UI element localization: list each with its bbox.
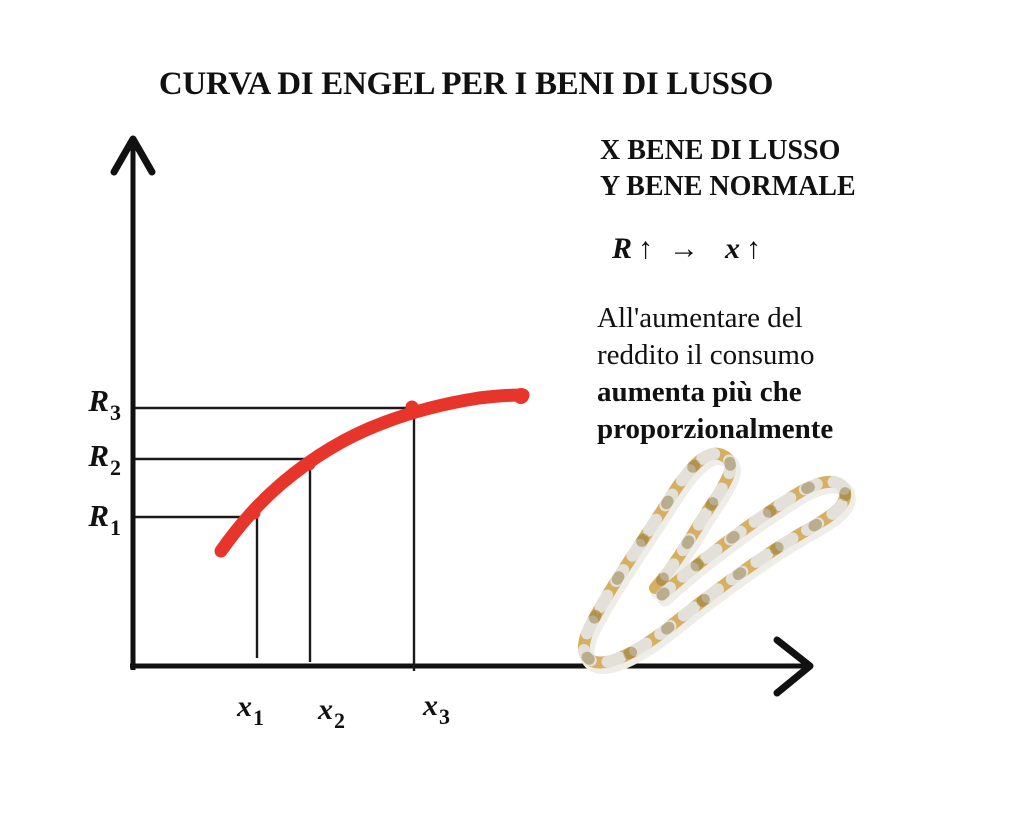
curve-marker-blob-end	[513, 388, 529, 404]
y-tick-label-r1	[88, 498, 120, 539]
curve-marker-blob-3	[406, 401, 419, 414]
x-tick-x2-sub: 2	[334, 708, 345, 733]
y-tick-r1-base: R	[88, 498, 109, 533]
y-tick-r3-base: R	[88, 383, 109, 418]
note-line-2: reddito il consumo	[597, 339, 815, 371]
x-tick-x2-base: x	[318, 693, 333, 726]
x-tick-label-x1	[215, 690, 285, 729]
note-line-1: All'aumentare del	[597, 302, 803, 334]
curve-marker-blob-1	[248, 507, 261, 520]
page-title: CURVA DI ENGEL PER I BENI DI LUSSO	[158, 66, 774, 102]
x-tick-x1-base: x	[237, 690, 252, 723]
x-tick-x1-sub: 1	[253, 705, 264, 730]
income-consumption-formula	[612, 232, 761, 266]
formula-x: x	[725, 232, 741, 265]
gold-necklace-image	[584, 454, 848, 667]
x-tick-x3-sub: 3	[439, 704, 450, 729]
x-tick-label-x2	[296, 693, 366, 732]
up-arrow-icon: ↑	[746, 232, 762, 265]
legend-line-x: X BENE DI LUSSO	[600, 135, 841, 166]
y-tick-r2-sub: 2	[110, 455, 121, 481]
curve-marker-blob-2	[303, 458, 316, 471]
note-line-3: aumenta più che	[597, 376, 802, 408]
legend-line-y: Y BENE NORMALE	[600, 171, 856, 202]
x-tick-label-x3	[401, 689, 471, 728]
y-tick-label-r3	[88, 383, 120, 424]
engel-curve-stroke	[221, 395, 523, 551]
engel-curve	[221, 388, 529, 551]
y-tick-r2-base: R	[88, 438, 109, 473]
up-arrow-icon: ↑	[638, 232, 654, 265]
note-line-4: proporzionalmente	[597, 413, 834, 445]
goods-legend	[600, 133, 856, 205]
guide-lines	[135, 408, 414, 671]
y-tick-r1-sub: 1	[110, 515, 121, 541]
explanation-note	[597, 300, 833, 448]
y-tick-label-r2	[88, 438, 120, 479]
x-tick-x3-base: x	[423, 689, 438, 722]
formula-r: R	[612, 232, 633, 265]
y-tick-r3-sub: 3	[110, 400, 121, 426]
right-arrow-icon: →	[669, 232, 700, 265]
